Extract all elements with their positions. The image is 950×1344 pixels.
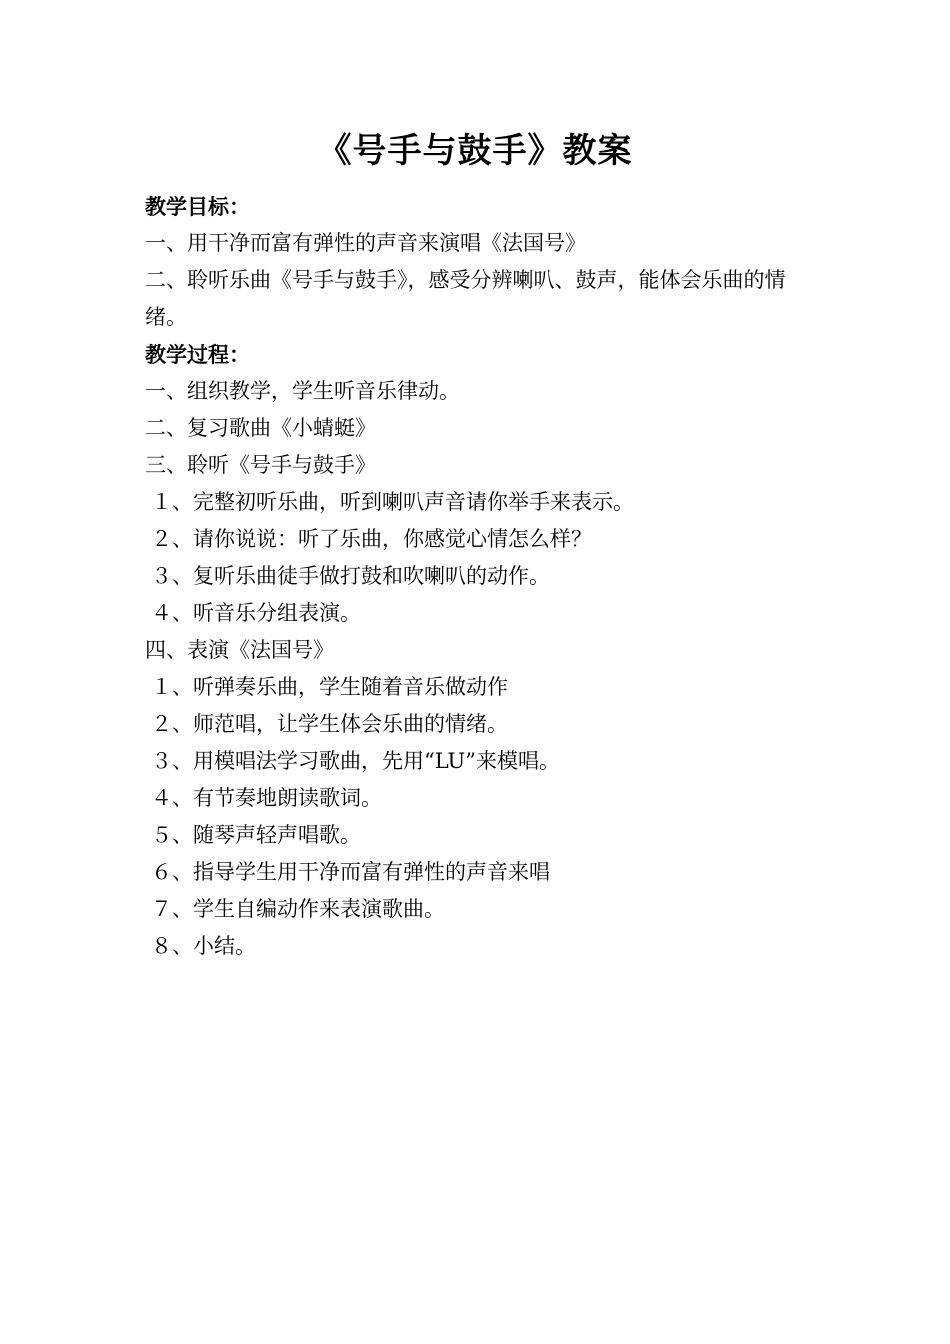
objective-item: 一、用干净而富有弹性的声音来演唱《法国号》	[145, 231, 586, 255]
objective-item: 二、聆听乐曲《号手与鼓手》，感受分辨喇叭、鼓声，能体会乐曲的情绪。	[145, 268, 786, 329]
section4-step: ５、随琴声轻声唱歌。	[151, 823, 361, 847]
section4-step: ７、学生自编动作来表演歌曲。	[151, 897, 445, 921]
section4-step: ４、有节奏地朗读歌词。	[151, 786, 382, 810]
section4-step: ３、用模唱法学习歌曲，先用“LU”来模唱。	[151, 749, 560, 773]
section4-step: ２、师范唱，让学生体会乐曲的情绪。	[151, 712, 508, 736]
section3-step: ３、复听乐曲徒手做打鼓和吹喇叭的动作。	[151, 564, 550, 588]
process-item: 一、组织教学，学生听音乐律动。	[145, 379, 460, 403]
section4-step: １、听弹奏乐曲，学生随着音乐做动作	[151, 675, 508, 699]
document-title: 《号手与鼓手》教案	[317, 131, 633, 171]
process-heading: 教学过程：	[145, 342, 250, 367]
process-item: 三、聆听《号手与鼓手》	[145, 453, 376, 477]
section4-heading: 四、表演《法国号》	[145, 638, 334, 662]
objectives-heading: 教学目标：	[145, 194, 250, 219]
section3-step: １、完整初听乐曲，听到喇叭声音请你举手来表示。	[151, 490, 634, 514]
process-item: 二、复习歌曲《小蜻蜓》	[145, 416, 376, 440]
section3-step: ２、请你说说：听了乐曲，你感觉心情怎么样？	[151, 527, 592, 551]
document-body	[145, 188, 825, 965]
section3-step: ４、听音乐分组表演。	[151, 601, 361, 625]
section4-step: ６、指导学生用干净而富有弹性的声音来唱	[151, 860, 550, 884]
section4-step: ８、小结。	[151, 934, 256, 958]
